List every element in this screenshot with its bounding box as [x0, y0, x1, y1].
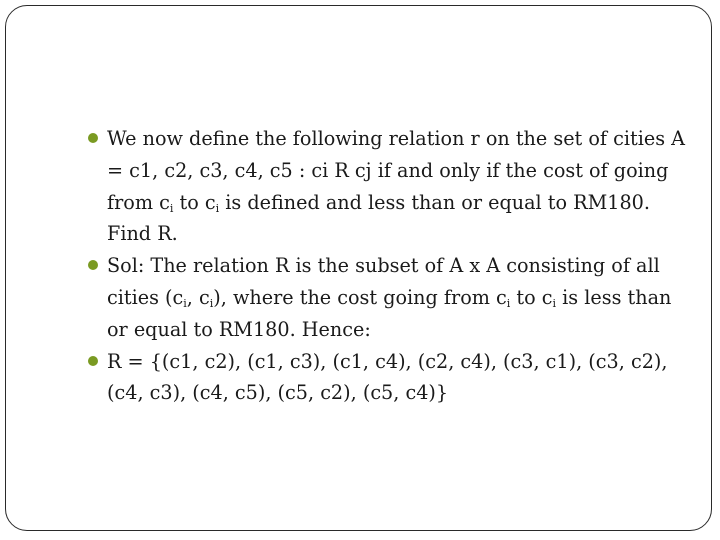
bullet-dot-icon	[88, 133, 98, 143]
bullet-dot-icon	[88, 260, 98, 270]
subscript-i: i	[215, 201, 220, 215]
slide-frame	[5, 5, 712, 531]
bullet-dot-icon	[88, 356, 98, 366]
subscript-i: i	[209, 296, 214, 310]
subscript-i: i	[552, 296, 557, 310]
definition-text-c: is defined and less than or equal to RM180. Find R.	[107, 190, 650, 246]
subscript-i: i	[169, 201, 174, 215]
definition-text-a: We now define the following relation r on the set of cities A = c1, c2, c3, c4, c5 : ci R cj if and only if the cost of going from c	[107, 127, 686, 214]
result-set-text: R = {(c1, c2), (c1, c3), (c1, c4), (c2, c4), (c3, c1), (c3, c2), (c4, c3), (c4, c5), (c5, c2), (c5, c4)}	[107, 349, 668, 405]
subscript-i: i	[506, 296, 511, 310]
bullet-item-result	[88, 346, 688, 410]
bullet-item-solution	[88, 250, 688, 345]
slide-content	[88, 123, 688, 409]
definition-text-b: to c	[173, 190, 216, 214]
solution-text-d: to c	[510, 285, 553, 309]
solution-text-e: is less than or equal to RM180. Hence:	[107, 285, 672, 341]
solution-text-c: ), where the cost going from c	[213, 285, 507, 309]
solution-text-b: , c	[186, 285, 210, 309]
bullet-item-definition	[88, 123, 688, 250]
subscript-i: i	[183, 296, 187, 310]
solution-text-a: Sol: The relation R is the subset of A x A consisting of all cities (c	[107, 254, 660, 309]
